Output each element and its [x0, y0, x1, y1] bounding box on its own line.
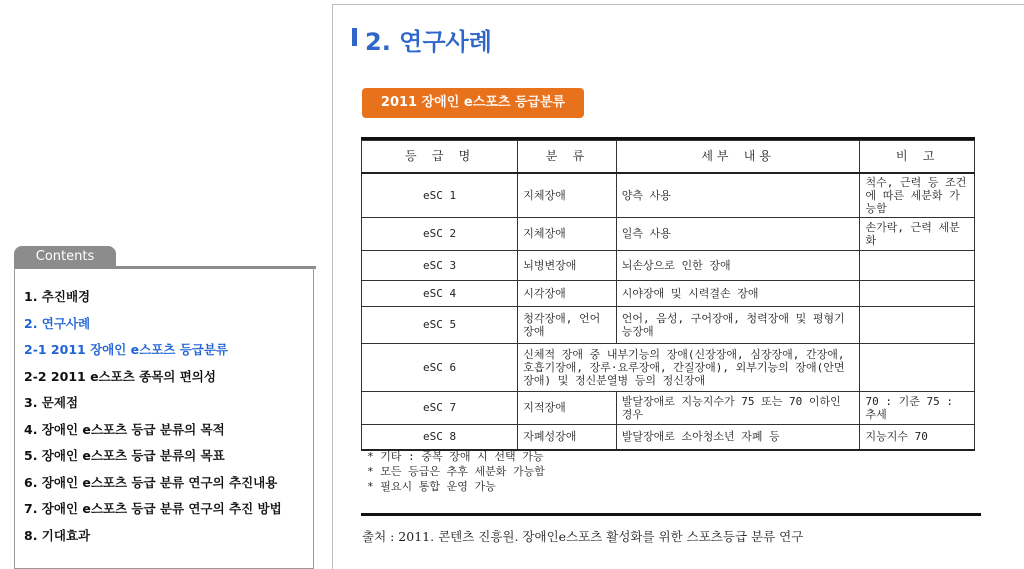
slide-title: 2. 연구사례 — [365, 28, 492, 56]
cell-category: 지체장애 — [518, 217, 617, 250]
cell-note — [860, 306, 975, 343]
cell-detail: 언어, 음성, 구어장애, 청력장애 및 평형기능장애 — [616, 306, 860, 343]
toc-item-7[interactable]: 7. 장애인 e스포츠 등급 분류 연구의 추진 방법 — [24, 501, 282, 516]
cell-category: 청각장애, 언어장애 — [518, 306, 617, 343]
cell-detail: 일측 사용 — [616, 217, 860, 250]
cell-grade: eSC 3 — [362, 250, 518, 280]
cell-note: 손가락, 근력 세분화 — [860, 217, 975, 250]
cell-grade: eSC 1 — [362, 173, 518, 217]
table-row — [362, 424, 975, 450]
cell-grade: eSC 5 — [362, 306, 518, 343]
cell-category: 지적장애 — [518, 391, 617, 424]
cell-detail: 발달장애로 소아청소년 자폐 등 — [616, 424, 860, 450]
table-row — [362, 217, 975, 250]
bottom-rule — [361, 513, 981, 516]
header-grade: 등 급 명 — [362, 141, 518, 174]
toc-item-3[interactable]: 3. 문제점 — [24, 395, 79, 410]
cell-grade: eSC 6 — [362, 343, 518, 391]
cell-category: 자폐성장애 — [518, 424, 617, 450]
cell-detail: 뇌손상으로 인한 장애 — [616, 250, 860, 280]
cell-note: 지능지수 70 — [860, 424, 975, 450]
toc-item-2[interactable]: 2. 연구사례 — [24, 315, 91, 331]
cell-detail: 신체적 장애 중 내부기능의 장애(신장장애, 심장장애, 간장애, 호흡기장애, 장루·요루장애, 간질장애), 외부기능의 장애(안면장애) 및 정신분열병 등의 정신장애 — [518, 343, 860, 391]
title-accent-bar — [352, 28, 357, 46]
cell-grade: eSC 7 — [362, 391, 518, 424]
source-citation: 출처 : 2011. 콘텐츠 진흥원. 장애인e스포츠 활성화를 위한 스포츠등급 분류 연구 — [362, 529, 804, 544]
toc-item-1[interactable]: 1. 추진배경 — [24, 289, 91, 304]
grade-table — [361, 140, 975, 451]
header-note: 비 고 — [860, 141, 975, 174]
table-notes — [367, 449, 545, 494]
section-badge: 2011 장애인 e스포츠 등급분류 — [362, 88, 584, 118]
toc-item-6[interactable]: 6. 장애인 e스포츠 등급 분류 연구의 추진내용 — [24, 474, 278, 490]
table-row — [362, 173, 975, 217]
table-header-row — [362, 141, 975, 174]
toc-item-4[interactable]: 4. 장애인 e스포츠 등급 분류의 목적 — [24, 421, 225, 437]
table-of-contents — [24, 284, 282, 549]
cell-note — [860, 280, 975, 306]
cell-category: 시각장애 — [518, 280, 617, 306]
cell-grade: eSC 2 — [362, 217, 518, 250]
toc-item-8[interactable]: 8. 기대효과 — [24, 527, 91, 543]
cell-note — [860, 250, 975, 280]
cell-detail: 양측 사용 — [616, 173, 860, 217]
cell-note: 척수, 근력 등 조건에 따른 세분화 가능함 — [860, 173, 975, 217]
toc-item-2-2[interactable]: 2-2 2011 e스포츠 종목의 편의성 — [24, 368, 216, 384]
header-category: 분 류 — [518, 141, 617, 174]
cell-category: 지체장애 — [518, 173, 617, 217]
header-detail: 세부 내용 — [616, 141, 860, 174]
cell-note — [860, 343, 975, 391]
table-row — [362, 280, 975, 306]
cell-detail: 시야장애 및 시력결손 장애 — [616, 280, 860, 306]
table-row — [362, 250, 975, 280]
cell-category: 뇌병변장애 — [518, 250, 617, 280]
table-row — [362, 343, 975, 391]
toc-item-5[interactable]: 5. 장애인 e스포츠 등급 분류의 목표 — [24, 448, 225, 463]
table-row — [362, 306, 975, 343]
cell-note: 70 : 기준 75 : 추세 — [860, 391, 975, 424]
cell-detail: 발달장애로 지능지수가 75 또는 70 이하인 경우 — [616, 391, 860, 424]
note-item: * 모든 등급은 추후 세분화 가능함 — [367, 465, 545, 478]
cell-grade: eSC 8 — [362, 424, 518, 450]
contents-tab: Contents — [14, 246, 116, 268]
toc-item-2-1[interactable]: 2-1 2011 장애인 e스포츠 등급분류 — [24, 342, 229, 357]
table-row — [362, 391, 975, 424]
note-item: * 필요시 통합 운영 가능 — [367, 480, 496, 493]
note-item: * 기타 : 중복 장애 시 선택 가능 — [367, 450, 544, 463]
cell-grade: eSC 4 — [362, 280, 518, 306]
